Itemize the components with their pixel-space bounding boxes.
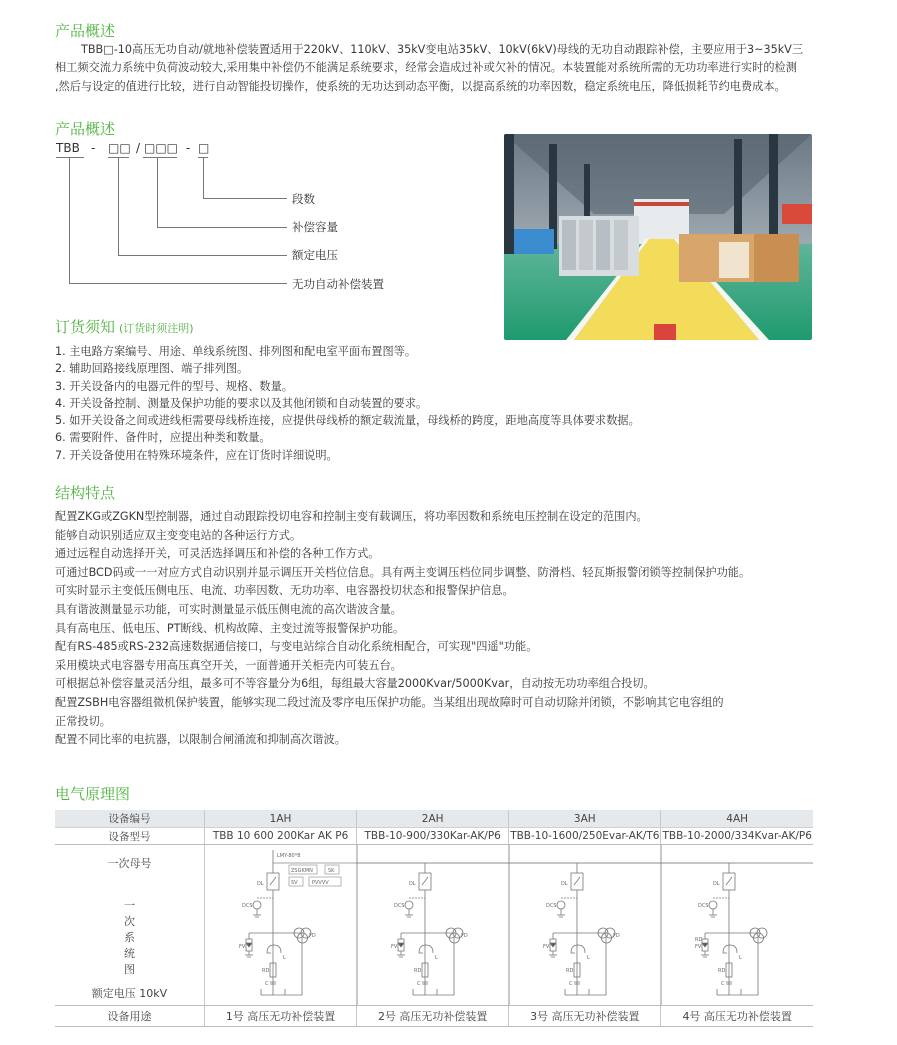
code-dash: - xyxy=(186,141,191,155)
cell-device-model: TBB 10 600 200Kar AK P6 xyxy=(205,828,357,845)
feature-line: 配置ZSBH电容器组微机保护装置，能够实现二段过流及零序电压保护功能。当某组出现故障时可自动切除并闭锁，不影响其它电容组的 xyxy=(55,695,724,709)
ordering-item: 1. 主电路方案编号、用途、单线系统图、排列图和配电室平面布置图等。 xyxy=(55,345,417,358)
svg-text:FD: FD xyxy=(309,933,316,939)
ordering-item: 6. 需要附件、备件时，应提出种类和数量。 xyxy=(55,431,271,445)
leader-line xyxy=(69,157,70,283)
overview-line: ,然后与设定的值进行比较，进行自动智能投切操作，使系统的无功达到动态平衡，以提高系统的功率因数，稳定系统电压，降低损耗节约电费成本。 xyxy=(55,79,786,93)
feature-line: 通过远程自动选择开关，可灵活选择调压和补偿的各种工作方式。 xyxy=(55,547,380,561)
features-title: 结构特点 xyxy=(55,484,116,502)
ordering-list xyxy=(55,343,640,464)
overview-paragraph xyxy=(55,41,803,96)
svg-text:FD: FD xyxy=(461,933,468,939)
feature-line: 可通过BCD码或一一对应方式自动识别并显示调压开关档位信息。具有两主变调压档位同步调整、防滑档、轻瓦斯报警闭锁等控制保护功能。 xyxy=(55,565,751,579)
code-capacity: □□□ xyxy=(144,141,179,155)
leader-line xyxy=(118,255,287,256)
leader-line xyxy=(118,157,119,255)
svg-text:ZSGKMN: ZSGKMN xyxy=(291,868,313,874)
cell-device-no: 2AH xyxy=(357,810,509,828)
diagram-area xyxy=(205,845,814,1006)
features-list xyxy=(55,508,750,750)
feature-line: 正常投切。 xyxy=(55,714,111,728)
primary-bus-label: 一次母号 xyxy=(107,857,152,870)
svg-text:DCS: DCS xyxy=(698,903,709,909)
model-title: 产品概述 xyxy=(55,120,116,138)
feature-line: 具有谐波测量显示功能，可实时测量显示低压侧电流的高次谐波含量。 xyxy=(55,602,402,616)
rated-voltage-label: 额定电压 10kV xyxy=(91,987,168,1000)
ordering-item: 2. 辅助回路接线原理图、端子排列图。 xyxy=(55,362,249,376)
svg-text:L: L xyxy=(283,955,286,961)
svg-text:L: L xyxy=(587,955,590,961)
single-line-diagram xyxy=(205,845,813,1005)
cell-usage: 2号 高压无功补偿装置 xyxy=(357,1006,509,1027)
bus-label: LMY-80*8 xyxy=(277,853,301,859)
svg-text:C: C xyxy=(265,981,269,987)
leader-line xyxy=(203,198,287,199)
feature-line: 具有高电压、低电压、PT断线、机构故障、主变过流等报警保护功能。 xyxy=(55,621,405,635)
leader-line xyxy=(157,157,158,227)
cell-usage: 1号 高压无功补偿装置 xyxy=(205,1006,357,1027)
label-voltage: 额定电压 xyxy=(292,248,338,262)
svg-text:RD: RD xyxy=(414,968,422,974)
ordering-subtitle: (订货时须注明) xyxy=(119,322,194,335)
svg-text:DCS: DCS xyxy=(394,903,405,909)
ordering-item: 7. 开关设备使用在特殊环境条件，应在订货时详细说明。 xyxy=(55,448,338,462)
code-slash: / xyxy=(136,141,141,155)
feature-line: 配置ZKG或ZGKN型控制器，通过自动跟踪投切电容和控制主变有载调压，将功率因数和系统电压控制在设定的范围内。 xyxy=(55,510,648,523)
svg-text:FV: FV xyxy=(695,944,702,950)
table-row-diagram xyxy=(55,845,813,1006)
ordering-item: 3. 开关设备内的电器元件的型号、规格、数量。 xyxy=(55,379,293,393)
schematic-table xyxy=(55,810,813,1027)
svg-text:L: L xyxy=(435,955,438,961)
schematic-title: 电气原理图 xyxy=(55,785,131,803)
cell-device-no: 1AH xyxy=(205,810,357,828)
primary-diagram-label: 一次系统图 xyxy=(124,899,135,976)
table-row-device-model xyxy=(55,828,813,845)
row-label: 设备型号 xyxy=(55,828,205,845)
svg-text:L: L xyxy=(739,955,742,961)
svg-text:RD: RD xyxy=(566,968,574,974)
row-label-group xyxy=(55,845,205,1006)
svg-text:DL: DL xyxy=(713,881,720,887)
svg-text:DL: DL xyxy=(257,881,264,887)
svg-text:DCS: DCS xyxy=(242,903,253,909)
label-device: 无功自动补偿装置 xyxy=(292,277,384,291)
feature-line: 可实时显示主变低压侧电压、电流、功率因数、无功功率、电容器投切状态和报警保护信息。 xyxy=(55,584,514,598)
table-row-device-no xyxy=(55,810,813,828)
svg-text:SV: SV xyxy=(291,880,298,886)
cell-usage: 4号 高压无功补偿装置 xyxy=(661,1006,813,1027)
code-dash: - xyxy=(91,141,96,155)
underline xyxy=(143,157,177,158)
label-segments: 段数 xyxy=(292,192,315,206)
svg-text:C: C xyxy=(569,981,573,987)
overview-title: 产品概述 xyxy=(55,22,116,40)
overview-line: TBB□-10高压无功自动/就地补偿装置适用于220kV、110kV、35kV变电站35kV、10kV(6kV)母线的无功自动跟踪补偿，主要应用于3~35kV三 xyxy=(81,43,804,56)
label-capacity: 补偿容量 xyxy=(292,220,338,234)
svg-text:DCS: DCS xyxy=(546,903,557,909)
svg-text:RD: RD xyxy=(695,937,703,943)
code-segments: □ xyxy=(198,141,210,155)
svg-text:C: C xyxy=(721,981,725,987)
row-label: 设备用途 xyxy=(55,1006,205,1027)
overview-line: 相工频交流力系统中负荷波动较大,采用集中补偿仍不能满足系统要求，经常会造成过补或欠补的情况。本装置能对系统所需的无功功率进行实时的检测 xyxy=(55,61,797,75)
svg-text:SK: SK xyxy=(328,868,335,874)
factory-photo xyxy=(504,134,812,340)
svg-text:PVVVV: PVVVV xyxy=(312,880,329,886)
cell-device-no: 3AH xyxy=(509,810,661,828)
ordering-title xyxy=(55,318,194,338)
svg-text:FV: FV xyxy=(391,944,398,950)
feature-line: 可根据总补偿容量灵活分组，最多可不等容量分为6组，每组最大容量2000Kvar/5000Kvar，自动按无功功率组合投切。 xyxy=(55,677,655,691)
feature-line: 采用模块式电容器专用高压真空开关，一面普通开关柜壳内可装五台。 xyxy=(55,658,402,672)
cell-device-model: TBB-10-1600/250Evar-AK/T6 xyxy=(509,828,661,845)
feature-line: 配置不同比率的电抗器，以限制合闸涌流和抑制高次谐波。 xyxy=(55,733,346,747)
row-label: 设备编号 xyxy=(55,810,205,828)
leader-line xyxy=(69,283,287,284)
table-row-usage xyxy=(55,1006,813,1027)
svg-text:RD: RD xyxy=(718,968,726,974)
svg-text:DL: DL xyxy=(409,881,416,887)
cell-device-model: TBB-10-2000/334Kvar-AK/P6 xyxy=(661,828,813,845)
svg-text:FV: FV xyxy=(543,944,550,950)
ordering-title-text: 订货须知 xyxy=(55,318,116,336)
svg-text:DL: DL xyxy=(561,881,568,887)
code-voltage: □□ xyxy=(108,141,131,155)
cell-usage: 3号 高压无功补偿装置 xyxy=(509,1006,661,1027)
code-prefix: TBB xyxy=(56,141,80,155)
cell-device-model: TBB-10-900/330Kar-AK/P6 xyxy=(357,828,509,845)
svg-text:FD: FD xyxy=(613,933,620,939)
leader-line xyxy=(203,157,204,199)
leader-line xyxy=(157,227,287,228)
cell-device-no: 4AH xyxy=(661,810,813,828)
feature-line: 能够自动识别适应双主变变电站的各种运行方式。 xyxy=(55,528,302,542)
svg-text:C: C xyxy=(417,981,421,987)
underline xyxy=(56,157,84,158)
feature-line: 配有RS-485或RS-232高速数据通信接口，与变电站综合自动化系统相配合，可实现"四遥"功能。 xyxy=(55,640,538,654)
ordering-item: 4. 开关设备控制、测量及保护功能的要求以及其他闭锁和自动装置的要求。 xyxy=(55,396,428,410)
svg-text:FV: FV xyxy=(239,944,246,950)
ordering-item: 5. 如开关设备之间或进线柜需要母线桥连接，应提供母线桥的额定载流量，母线桥的跨度，距地高度等具体要求数据。 xyxy=(55,414,640,428)
svg-text:RD: RD xyxy=(262,968,270,974)
factory-image xyxy=(504,134,812,340)
